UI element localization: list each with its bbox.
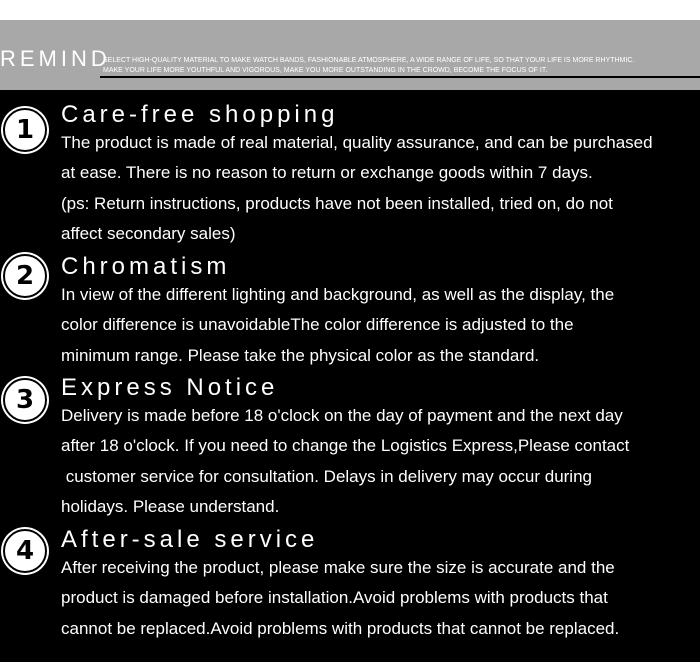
- body-line: affect secondary sales): [61, 223, 236, 243]
- top-white-strip: [0, 0, 700, 20]
- body-line: at ease. There is no reason to return or exchange goods within 7 days.: [61, 163, 593, 183]
- body-line: minimum range. Please take the physical color as the standard.: [61, 345, 540, 365]
- number-badge-1: 1: [3, 108, 47, 152]
- body-line: (ps: Return instructions, products have not been installed, tried on, do not: [61, 193, 613, 213]
- body-line: Delivery is made before 18 o'clock on the day of payment and the next day: [61, 406, 623, 425]
- remind-heading: REMIND: [0, 46, 111, 71]
- body-line: cannot be replaced.Avoid problems with products that cannot be replaced.: [61, 618, 620, 638]
- number-badge-3: 3: [3, 378, 47, 422]
- section-body: [61, 280, 697, 371]
- remind-divider: [100, 76, 700, 78]
- remind-subtext-line-2: MAKE YOUR LIFE MORE YOUTHFUL AND VIGOROUS, MAKE YOU MORE OUTSTANDING IN THE CROWD, BECOME THE FOCUS OF IT.: [103, 67, 548, 74]
- body-line: customer service for consultation. Delays in delivery may occur during: [61, 466, 592, 486]
- remind-subtext-line-1: SELECT HIGH-QUALITY MATERIAL TO MAKE WATCH BANDS, FASHIONABLE ATMOSPHERE, A WIDE RANGE OF LIFE, SO THAT YOUR LIFE IS MORE RHYTHMIC.: [103, 57, 635, 64]
- body-line: after 18 o'clock. If you need to change the Logistics Express,Please contact: [61, 436, 630, 456]
- section-title: After-sale service: [61, 526, 319, 553]
- section-title: Care-free shopping: [61, 101, 339, 128]
- section-title: Chromatism: [61, 253, 231, 280]
- body-line: holidays. Please understand.: [61, 496, 280, 516]
- body-line: color difference is unavoidableThe color difference is adjusted to the: [61, 315, 574, 335]
- number-badge-4: 4: [3, 529, 47, 573]
- section-body: [61, 553, 697, 644]
- number-badge-2: 2: [3, 254, 47, 298]
- section-body: [61, 128, 697, 249]
- body-line: product is damaged before installation.Avoid problems with products that: [61, 588, 608, 608]
- remind-subtext: [103, 56, 700, 76]
- body-line: The product is made of real material, quality assurance, and can be purchased: [61, 133, 653, 152]
- section-body: [61, 401, 697, 522]
- section-title: Express Notice: [61, 374, 279, 401]
- body-line: In view of the different lighting and background, as well as the display, the: [61, 285, 615, 304]
- body-line: After receiving the product, please make sure the size is accurate and the: [61, 558, 615, 577]
